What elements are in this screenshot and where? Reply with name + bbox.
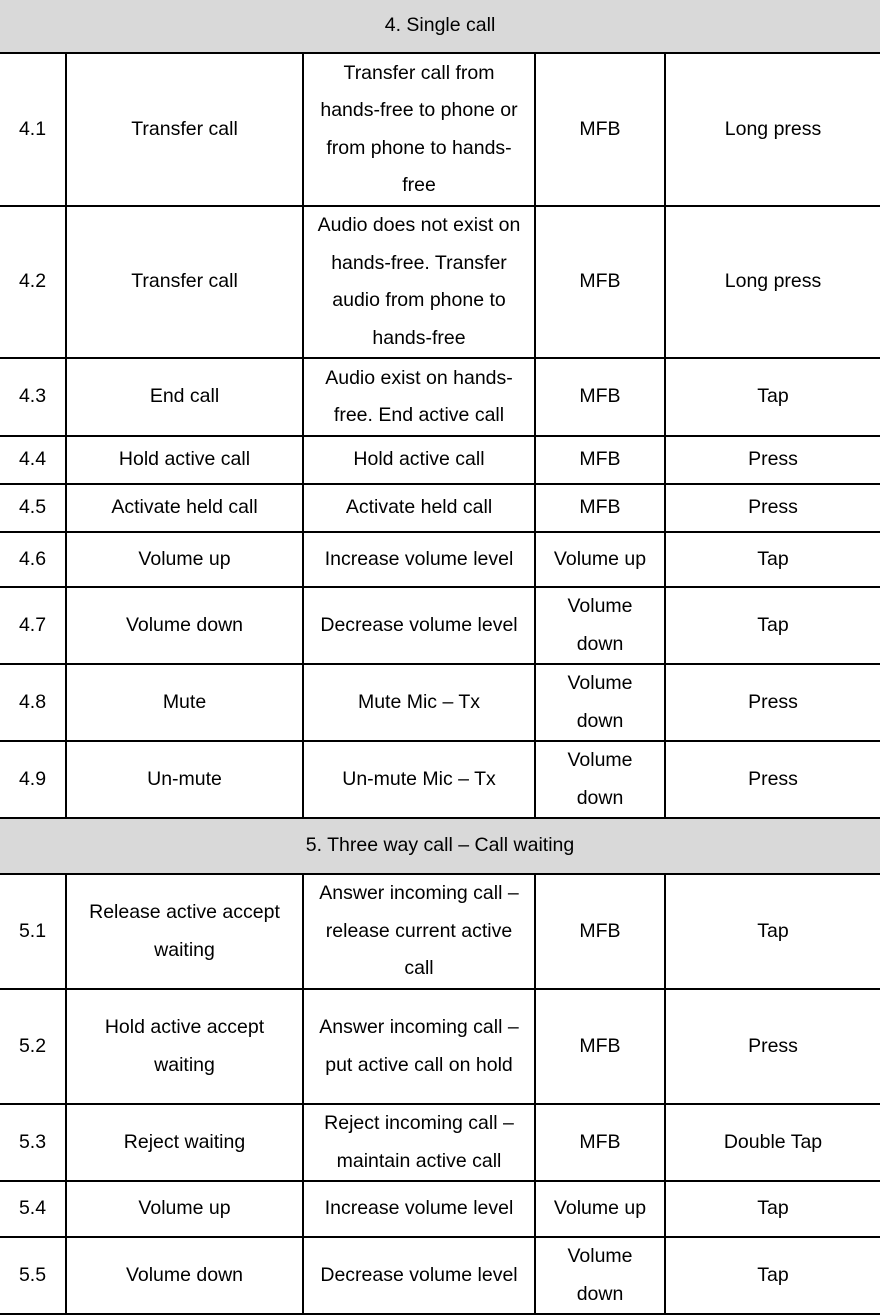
- row-number-cell: 4.2: [0, 206, 66, 358]
- action-cell: Tap: [665, 358, 880, 436]
- row-number-cell: 5.1: [0, 874, 66, 989]
- table-row: [0, 741, 880, 818]
- table-row: [0, 587, 880, 664]
- table-row: [0, 53, 880, 206]
- row-number-cell: 4.6: [0, 532, 66, 587]
- row-number-cell: 4.5: [0, 484, 66, 532]
- action-cell: Tap: [665, 1237, 880, 1314]
- row-number-cell: 5.4: [0, 1181, 66, 1237]
- button-cell: MFB: [535, 484, 665, 532]
- action-cell: Tap: [665, 587, 880, 664]
- section-title: 5. Three way call – Call waiting: [0, 818, 880, 874]
- button-cell: Volume down: [535, 1237, 665, 1314]
- action-cell: Long press: [665, 53, 880, 206]
- description-cell: Un-mute Mic – Tx: [303, 741, 535, 818]
- table-row: [0, 1104, 880, 1181]
- button-cell: MFB: [535, 989, 665, 1104]
- description-cell: Reject incoming call – maintain active call: [303, 1104, 535, 1181]
- section-header: [0, 0, 880, 53]
- function-name-cell: Volume down: [66, 1237, 303, 1314]
- function-name-cell: Volume up: [66, 1181, 303, 1237]
- section-title: 4. Single call: [0, 0, 880, 53]
- function-name-cell: Volume up: [66, 532, 303, 587]
- button-cell: Volume down: [535, 587, 665, 664]
- button-cell: MFB: [535, 358, 665, 436]
- row-number-cell: 5.3: [0, 1104, 66, 1181]
- table-row: [0, 436, 880, 484]
- action-cell: Press: [665, 741, 880, 818]
- function-name-cell: Hold active call: [66, 436, 303, 484]
- button-cell: MFB: [535, 1104, 665, 1181]
- description-cell: Decrease volume level: [303, 1237, 535, 1314]
- table-row: [0, 484, 880, 532]
- action-cell: Double Tap: [665, 1104, 880, 1181]
- function-name-cell: Transfer call: [66, 53, 303, 206]
- row-number-cell: 4.1: [0, 53, 66, 206]
- function-name-cell: Hold active accept waiting: [66, 989, 303, 1104]
- action-cell: Tap: [665, 874, 880, 989]
- button-cell: MFB: [535, 874, 665, 989]
- button-cell: MFB: [535, 206, 665, 358]
- function-name-cell: Release active accept waiting: [66, 874, 303, 989]
- description-cell: Hold active call: [303, 436, 535, 484]
- description-cell: Activate held call: [303, 484, 535, 532]
- function-name-cell: Mute: [66, 664, 303, 741]
- description-cell: Increase volume level: [303, 1181, 535, 1237]
- table-row: [0, 1237, 880, 1314]
- row-number-cell: 4.8: [0, 664, 66, 741]
- function-name-cell: Un-mute: [66, 741, 303, 818]
- table-row: [0, 532, 880, 587]
- button-cell: Volume down: [535, 741, 665, 818]
- description-cell: Decrease volume level: [303, 587, 535, 664]
- action-cell: Press: [665, 664, 880, 741]
- button-cell: Volume down: [535, 664, 665, 741]
- function-name-cell: Volume down: [66, 587, 303, 664]
- row-number-cell: 4.7: [0, 587, 66, 664]
- action-cell: Tap: [665, 1181, 880, 1237]
- table-row: [0, 358, 880, 436]
- function-name-cell: Reject waiting: [66, 1104, 303, 1181]
- action-cell: Tap: [665, 532, 880, 587]
- row-number-cell: 5.2: [0, 989, 66, 1104]
- row-number-cell: 4.4: [0, 436, 66, 484]
- button-cell: Volume up: [535, 532, 665, 587]
- table-row: [0, 664, 880, 741]
- action-cell: Long press: [665, 206, 880, 358]
- action-cell: Press: [665, 989, 880, 1104]
- row-number-cell: 5.5: [0, 1237, 66, 1314]
- function-name-cell: End call: [66, 358, 303, 436]
- description-cell: Transfer call from hands-free to phone or from phone to hands-free: [303, 53, 535, 206]
- table-row: [0, 989, 880, 1104]
- button-cell: MFB: [535, 53, 665, 206]
- function-name-cell: Transfer call: [66, 206, 303, 358]
- description-cell: Audio does not exist on hands-free. Transfer audio from phone to hands-free: [303, 206, 535, 358]
- description-cell: Mute Mic – Tx: [303, 664, 535, 741]
- row-number-cell: 4.9: [0, 741, 66, 818]
- description-cell: Increase volume level: [303, 532, 535, 587]
- function-name-cell: Activate held call: [66, 484, 303, 532]
- action-cell: Press: [665, 484, 880, 532]
- button-cell: MFB: [535, 436, 665, 484]
- section-header: [0, 818, 880, 874]
- description-cell: Answer incoming call – put active call on hold: [303, 989, 535, 1104]
- row-number-cell: 4.3: [0, 358, 66, 436]
- description-cell: Audio exist on hands-free. End active call: [303, 358, 535, 436]
- description-cell: Answer incoming call – release current active call: [303, 874, 535, 989]
- action-cell: Press: [665, 436, 880, 484]
- button-cell: Volume up: [535, 1181, 665, 1237]
- table-row: [0, 874, 880, 989]
- table-row: [0, 1181, 880, 1237]
- table-row: [0, 206, 880, 358]
